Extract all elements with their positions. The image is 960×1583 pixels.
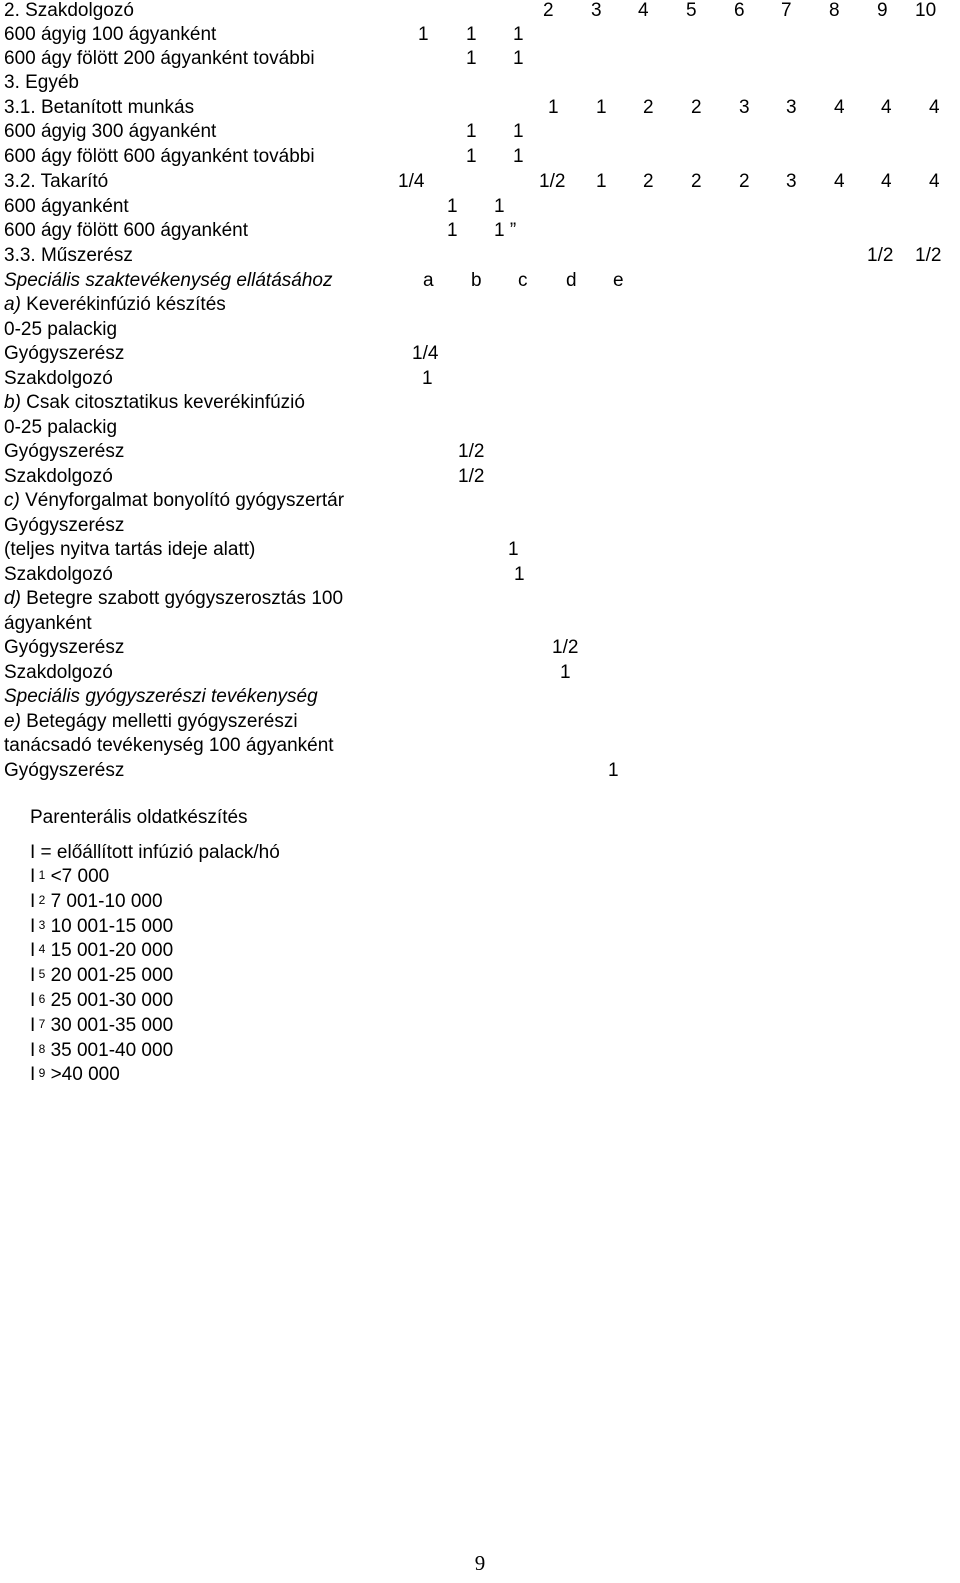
special-value: 1 xyxy=(560,661,571,683)
item-marker: e) xyxy=(4,710,21,732)
range-index: 2 xyxy=(35,892,46,907)
item-marker: a) xyxy=(4,294,21,315)
special-value: 1 xyxy=(514,563,525,585)
cell: 6 xyxy=(734,0,745,21)
range-item: I $^5$ 20 001-25 000 xyxy=(30,965,174,987)
item-text: Keverékinfúzió készítés xyxy=(20,294,226,315)
cell: 3 xyxy=(786,171,797,192)
cell: 5 xyxy=(686,0,697,21)
range-value: <7 000 xyxy=(45,866,110,887)
cell: 1 xyxy=(548,97,559,118)
parenteral-definition: I = előállított infúzió palack/hó xyxy=(30,842,280,863)
special-line: Szakdolgozó xyxy=(4,465,113,487)
cell: 1 xyxy=(466,24,477,45)
cell: 3 xyxy=(786,97,797,118)
row-label: 600 ágyig 300 ágyanként xyxy=(4,121,217,142)
cell: 1 xyxy=(447,220,458,241)
cell: 1 xyxy=(447,196,458,217)
column-header: e xyxy=(613,270,624,291)
special-line: Szakdolgozó xyxy=(4,661,113,683)
cell: 3 xyxy=(739,97,750,118)
special-line: Szakdolgozó xyxy=(4,367,113,389)
range-index: 9 xyxy=(35,1066,46,1081)
item-marker: c) xyxy=(4,490,20,511)
cell: 1 xyxy=(418,24,429,45)
cell: 2 xyxy=(643,97,654,118)
cell: 2 xyxy=(543,0,554,21)
range-value: 30 001-35 000 xyxy=(45,1014,174,1036)
cell: 4 xyxy=(929,97,940,118)
cell: 1 xyxy=(596,171,607,192)
cell: 1 xyxy=(596,97,607,118)
range-item: I $^4$ 15 001-20 000 xyxy=(30,940,174,962)
cell: 3 xyxy=(591,0,602,21)
row-label: 3. Egyéb xyxy=(4,72,79,93)
range-item: I $^1$ <7 000 xyxy=(30,866,110,887)
cell: 1 xyxy=(513,48,524,69)
range-value: 25 001-30 000 xyxy=(45,990,174,1011)
special-line xyxy=(4,294,226,316)
item-text: Betegre szabott gyógyszerosztás 100 xyxy=(20,588,344,609)
cell: 1 xyxy=(466,121,477,142)
cell: 4 xyxy=(929,171,940,192)
special-line xyxy=(4,711,298,733)
cell: 10 xyxy=(915,0,937,21)
range-value: >40 000 xyxy=(45,1064,120,1086)
range-index: 3 xyxy=(35,917,46,932)
cell: 2 xyxy=(739,171,750,192)
column-header: c xyxy=(518,270,528,291)
row-label: 600 ágyanként xyxy=(4,196,129,217)
range-item: I $^3$ 10 001-15 000 xyxy=(30,915,174,937)
special-line: 0-25 palackig xyxy=(4,416,118,438)
special-line: tanácsadó tevékenység 100 ágyanként xyxy=(4,735,334,756)
row-label: 600 ágy fölött 600 ágyanként xyxy=(4,220,249,241)
special-line: Speciális gyógyszerészi tevékenység xyxy=(4,686,318,707)
cell: 2 xyxy=(691,171,702,192)
range-item: I $^2$ 7 001-10 000 xyxy=(30,890,163,912)
cell: 2 xyxy=(643,171,654,192)
item-marker: d) xyxy=(4,588,21,609)
range-index: 4 xyxy=(35,942,46,957)
row-label: 3.3. Műszerész xyxy=(4,245,133,266)
column-header: d xyxy=(566,270,577,291)
cell: 1 xyxy=(513,24,524,45)
cell: 4 xyxy=(834,97,845,118)
item-text: Vényforgalmat bonyolító gyógyszertár xyxy=(19,490,345,511)
special-line: ágyanként xyxy=(4,612,92,634)
cell: 1/4 xyxy=(398,171,425,192)
special-line: Gyógyszerész xyxy=(4,343,125,364)
cell: 1 xyxy=(466,146,477,167)
special-line: (teljes nyitva tartás ideje alatt) xyxy=(4,539,256,560)
range-value: 35 001-40 000 xyxy=(45,1039,174,1061)
row-label: 600 ágy fölött 600 ágyanként további xyxy=(4,146,315,167)
row-label: 3.1. Betanított munkás xyxy=(4,97,195,118)
special-value: 1/2 xyxy=(458,465,485,487)
special-value: 1/2 xyxy=(552,637,579,658)
cell: 4 xyxy=(881,97,892,118)
page-number: 9 xyxy=(474,1551,486,1575)
column-header: a xyxy=(423,270,434,291)
range-item: I $^7$ 30 001-35 000 xyxy=(30,1014,174,1036)
range-index: 8 xyxy=(35,1041,46,1056)
cell: 1/2 xyxy=(867,245,894,266)
cell: 2 xyxy=(691,97,702,118)
column-header: b xyxy=(471,270,482,291)
range-value: 20 001-25 000 xyxy=(45,965,174,987)
cell: 1 xyxy=(513,146,524,167)
cell: 4 xyxy=(834,171,845,192)
cell: 1/2 xyxy=(915,245,942,266)
item-marker: b) xyxy=(4,392,21,413)
special-line: Gyógyszerész xyxy=(4,514,125,536)
special-value: 1/4 xyxy=(412,343,439,364)
row-label: 600 ágyig 100 ágyanként xyxy=(4,24,217,45)
cell: 1/2 xyxy=(539,171,566,192)
item-text: Csak citosztatikus keverékinfúzió xyxy=(20,392,305,413)
special-line: Szakdolgozó xyxy=(4,563,113,585)
cell: 9 xyxy=(877,0,888,21)
range-value: 7 001-10 000 xyxy=(45,890,163,912)
special-line: Gyógyszerész xyxy=(4,637,125,658)
range-value: 10 001-15 000 xyxy=(45,915,174,937)
cell: 1 xyxy=(466,48,477,69)
special-line xyxy=(4,588,343,610)
range-item: I $^8$ 35 001-40 000 xyxy=(30,1039,174,1061)
special-line: Gyógyszerész xyxy=(4,759,125,781)
special-value: 1 xyxy=(508,539,519,560)
cell: 1 ” xyxy=(494,220,517,241)
cell: 8 xyxy=(829,0,840,21)
special-value: 1/2 xyxy=(458,441,485,462)
item-text: Betegágy melletti gyógyszerészi xyxy=(20,710,298,732)
range-index: 1 xyxy=(35,868,46,882)
cell: 1 xyxy=(513,121,524,142)
special-line: 0-25 palackig xyxy=(4,318,118,340)
cell: 4 xyxy=(881,171,892,192)
special-heading: Speciális szaktevékenység ellátásához xyxy=(4,270,333,291)
range-item: I $^6$ 25 001-30 000 xyxy=(30,990,174,1011)
special-line: Gyógyszerész xyxy=(4,441,125,462)
range-index: 7 xyxy=(35,1016,46,1031)
cell: 7 xyxy=(781,0,792,21)
range-index: 5 xyxy=(35,967,46,982)
special-line xyxy=(4,490,344,512)
range-value: 15 001-20 000 xyxy=(45,940,174,962)
row-label: 600 ágy fölött 200 ágyanként további xyxy=(4,48,315,69)
parenteral-title: Parenterális oldatkészítés xyxy=(30,807,248,828)
range-index: 6 xyxy=(35,992,46,1006)
row-label: 2. Szakdolgozó xyxy=(4,0,134,21)
cell: 1 xyxy=(494,196,505,217)
special-line xyxy=(4,392,305,414)
special-value: 1 xyxy=(608,759,619,781)
row-label: 3.2. Takarító xyxy=(4,171,109,192)
cell: 4 xyxy=(638,0,649,21)
range-item: I $^9$ >40 000 xyxy=(30,1064,120,1086)
special-value: 1 xyxy=(422,367,433,389)
